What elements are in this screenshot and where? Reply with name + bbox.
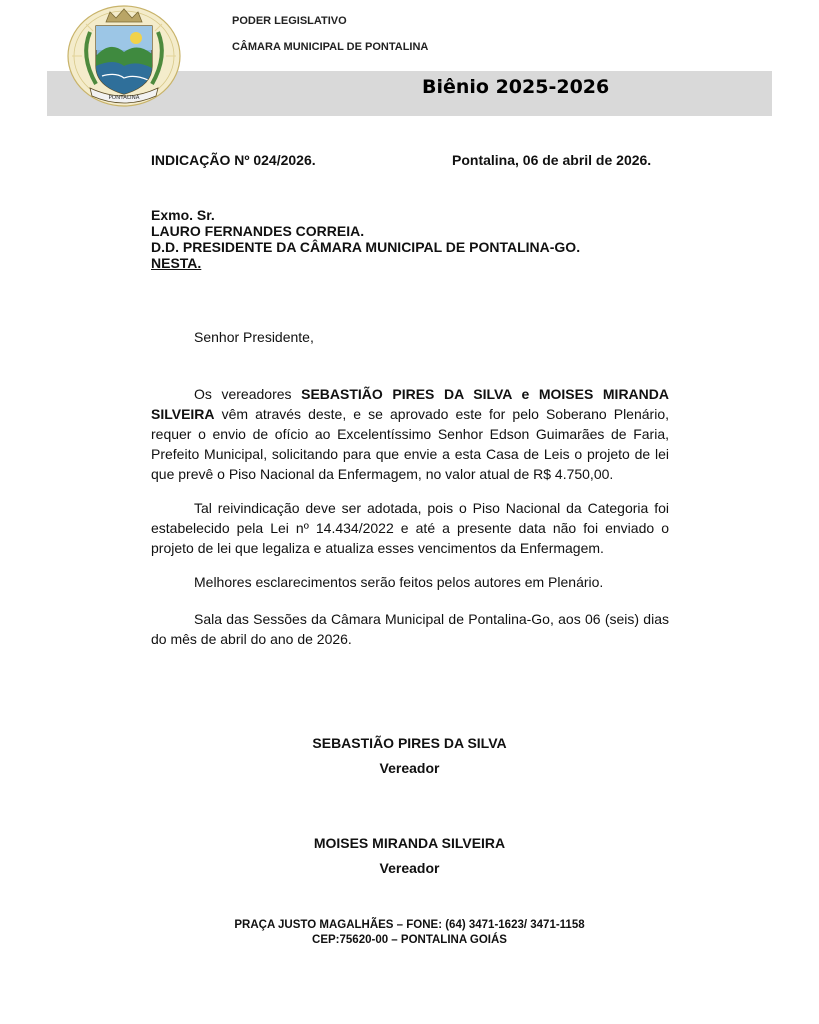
footer-address: PRAÇA JUSTO MAGALHÃES – FONE: (64) 3471-1623/ 3471-1158 bbox=[234, 919, 585, 931]
municipal-seal-logo bbox=[66, 4, 182, 108]
paragraph-4: Sala das Sessões da Câmara Municipal de Pontalina-Go, aos 06 (seis) dias do mês de abril do ano de 2026. bbox=[151, 611, 669, 647]
recipient-salutation: Exmo. Sr. bbox=[151, 207, 215, 223]
paragraph-1 bbox=[151, 384, 669, 484]
paragraph-1-body: vêm através deste, e se aprovado este for pelo Soberano Plenário, requer o envio de ofício ao Excelentíssimo Senhor Edson Guimarães de Faria, Prefeito Municipal, solicitando para que envie a esta Casa de Leis o projeto de lei que prevê o Piso Nacional da Enfermagem, no valor atual de R$ 4.750,00. bbox=[151, 406, 669, 482]
paragraph-3: Melhores esclarecimentos serão feitos pelos autores em Plenário. bbox=[194, 574, 604, 590]
paragraph-2: Tal reivindicação deve ser adotada, pois o Piso Nacional da Categoria foi estabelecido pela Lei nº 14.434/2022 e até a presente data não foi enviado o projeto de lei que legaliza e atualiza esses vencimentos da Enfermagem. bbox=[151, 500, 669, 556]
signature-1-role: Vereador bbox=[379, 760, 440, 776]
indicacao-number: INDICAÇÃO Nº 024/2026. bbox=[151, 152, 316, 168]
header-line-2: CÂMARA MUNICIPAL DE PONTALINA bbox=[232, 41, 429, 53]
signature-2-name: MOISES MIRANDA SILVEIRA bbox=[313, 835, 506, 851]
recipient-block bbox=[151, 207, 580, 271]
paragraph-1-names: SEBASTIÃO PIRES DA SILVA e MOISES MIRANDA SILVEIRA bbox=[151, 386, 669, 422]
recipient-nesta: NESTA. bbox=[151, 255, 202, 271]
footer-cep: CEP:75620-00 – PONTALINA GOIÁS bbox=[312, 934, 507, 946]
paragraph-1-intro: Os vereadores bbox=[194, 386, 302, 402]
document-date: Pontalina, 06 de abril de 2026. bbox=[452, 152, 652, 168]
signature-1-name: SEBASTIÃO PIRES DA SILVA bbox=[312, 735, 507, 751]
header-line-1: PODER LEGISLATIVO bbox=[232, 15, 347, 27]
recipient-name: LAURO FERNANDES CORREIA. bbox=[151, 223, 365, 239]
svg-text:PONTALINA: PONTALINA bbox=[108, 95, 140, 101]
recipient-title: D.D. PRESIDENTE DA CÂMARA MUNICIPAL DE PONTALINA-GO. bbox=[151, 239, 581, 255]
greeting: Senhor Presidente, bbox=[194, 329, 314, 345]
signature-2-role: Vereador bbox=[379, 860, 440, 876]
bienio-label: Biênio 2025-2026 bbox=[422, 76, 610, 98]
